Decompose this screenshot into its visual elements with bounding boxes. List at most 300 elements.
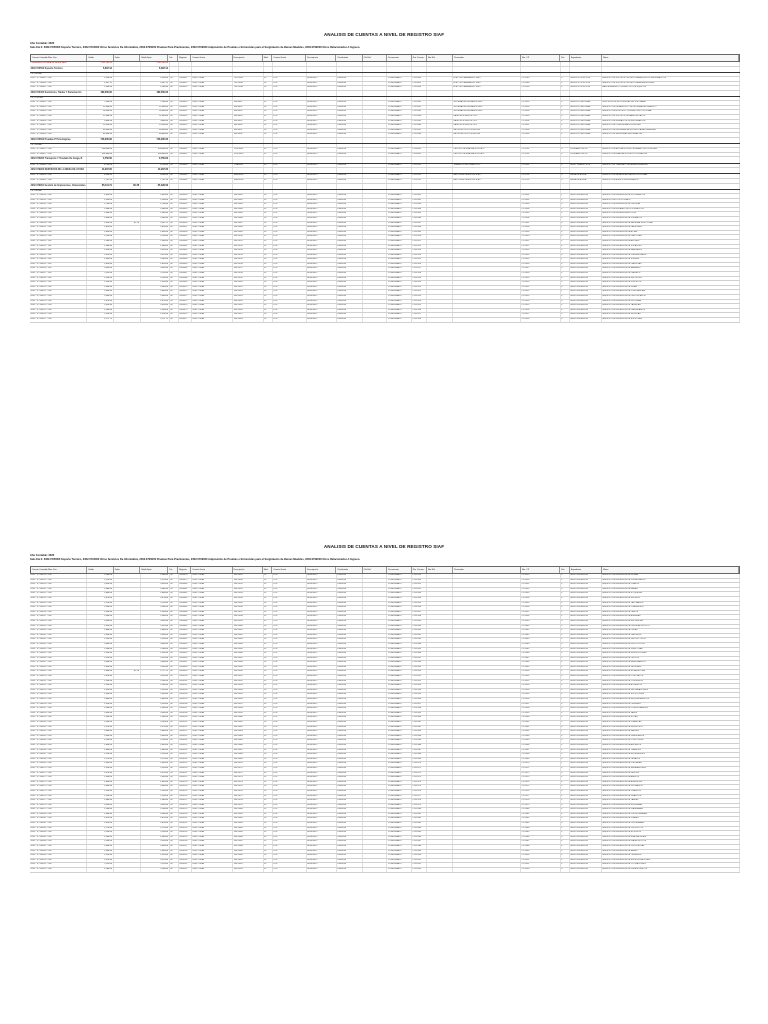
- table-cell: ELECTORAL: [192, 217, 233, 221]
- table-cell: 14000036: [337, 309, 363, 313]
- table-cell: [337, 157, 363, 162]
- table-cell: V: [561, 822, 570, 826]
- table-cell: 0001 - 0 - 000058 - 166: [30, 129, 87, 133]
- table-cell: [273, 144, 307, 147]
- table-cell: 2,350.00: [87, 666, 114, 670]
- table-cell: 2,420.00: [87, 822, 114, 826]
- table-cell: ELECTORAL: [192, 744, 233, 748]
- table-cell: LOS: [273, 785, 307, 789]
- table-cell: LOS: [273, 258, 307, 262]
- table-cell: 02: [264, 845, 273, 849]
- table-cell: CONFIRMADO: [387, 300, 411, 304]
- column-header: Proveedor: [453, 567, 521, 573]
- table-cell: CONFIRMADO: [387, 817, 411, 821]
- table-cell: IMP-0033: [233, 592, 263, 596]
- table-cell: 14000036: [337, 863, 363, 867]
- table-cell: SEGUNDO: [307, 77, 337, 81]
- table-cell: 2,140.00: [141, 680, 170, 684]
- table-cell: [114, 836, 141, 840]
- table-cell: [179, 91, 192, 96]
- table-cell: ELECTRO MANSAURO S.A.C.: [453, 82, 521, 86]
- table-cell: SERV. IMPRESION: [570, 272, 602, 276]
- table-cell: LOS: [273, 868, 307, 872]
- table-cell: [170, 62, 179, 66]
- table-cell: [427, 86, 453, 90]
- table-cell: IMP-0069: [233, 758, 263, 762]
- table-cell: 0001 - 0 - 000090 - 166: [30, 174, 87, 178]
- table-cell: [337, 190, 363, 193]
- table-cell: 02: [264, 827, 273, 831]
- table-cell: CP-1847: [521, 657, 561, 661]
- table-cell: [427, 153, 453, 157]
- table-cell: [114, 286, 141, 290]
- table-cell: 14000036: [337, 263, 363, 267]
- table-cell: C1-02352: [412, 680, 427, 684]
- table-cell: 14000036: [337, 657, 363, 661]
- table-cell: [114, 606, 141, 610]
- table-cell: IMP-0065: [233, 739, 263, 743]
- table-cell: 14000036: [337, 148, 363, 152]
- table-cell: CONFIRMADO: [387, 249, 411, 253]
- table-cell: ELECTORAL: [192, 670, 233, 674]
- table-cell: 02: [264, 313, 273, 317]
- table-cell: [427, 785, 453, 789]
- table-cell: V: [561, 680, 570, 684]
- table-cell: SERV. IMPRESION: [570, 693, 602, 697]
- table-cell: 1,960.00: [141, 245, 170, 249]
- table-cell: [114, 831, 141, 835]
- table-cell: 30,500.00: [87, 129, 114, 133]
- table-cell: ELECTORAL: [192, 703, 233, 707]
- table-cell: ELECTORAL: [192, 666, 233, 670]
- table-cell: SERVICIO DE DESARROLLO DE SISTEMA INFORMATICO: [602, 106, 740, 110]
- table-cell: [363, 138, 387, 143]
- table-cell: 00: [170, 772, 179, 776]
- table-cell: [570, 144, 602, 147]
- table-cell: C1-02302: [412, 199, 427, 203]
- table-cell: 14000036: [337, 583, 363, 587]
- table-cell: 14000036: [337, 272, 363, 276]
- table-cell: SERV. IMPRESION: [570, 749, 602, 753]
- table-cell: [427, 91, 453, 96]
- table-cell: 716,000.00: [141, 138, 170, 143]
- table-cell: SEGUNDO: [307, 153, 337, 157]
- table-cell: 1,850.00: [87, 194, 114, 198]
- table-cell: 02: [264, 579, 273, 583]
- table-cell: CONFIRMADO: [387, 606, 411, 610]
- table-cell: CP-1818: [521, 272, 561, 276]
- table-cell: [114, 859, 141, 863]
- table-cell: 0000137: [179, 845, 192, 849]
- table-cell: CP-1869: [521, 758, 561, 762]
- table-cell: 0001 - 0 - 000151 - 166: [30, 680, 87, 684]
- table-cell: C1-02362: [412, 726, 427, 730]
- table-cell: SERVICIO DE IMPRESION DE CERTIFICADOS: [602, 295, 740, 299]
- table-cell: [427, 776, 453, 780]
- table-cell: 1,890.00: [141, 231, 170, 235]
- table-cell: 14000036: [337, 666, 363, 670]
- table-cell: [453, 813, 521, 817]
- table-cell: CP-1831: [521, 583, 561, 587]
- table-cell: 2,070.00: [87, 772, 114, 776]
- table-cell: ELECTORAL: [192, 721, 233, 725]
- table-cell: 1,860.00: [87, 670, 114, 674]
- table-cell: [427, 859, 453, 863]
- table-cell: SERVICIO DE IMPRESION DE CARNETS: [602, 272, 740, 276]
- table-cell: SERVICIO DE IMPRESION DE PROTOCOLOS: [602, 643, 740, 647]
- table-cell: [453, 67, 521, 72]
- table-cell: SERVICIO DE IMPRESION DE DIPLOMAS: [602, 300, 740, 304]
- table-cell: IMP-0092: [233, 863, 263, 867]
- table-cell: 0001 - 0 - 000115 - 166: [30, 263, 87, 267]
- table-cell: TEC-0001: [233, 77, 263, 81]
- column-header: Ctb Ref.: [363, 567, 388, 573]
- table-cell: 0000075: [179, 309, 192, 313]
- table-cell: CP-1893: [521, 868, 561, 872]
- table-cell: [427, 813, 453, 817]
- table-cell: 2,100.00: [87, 199, 114, 203]
- table-cell: LOS: [273, 707, 307, 711]
- table-cell: 02: [264, 120, 273, 124]
- table-cell: 14000036: [337, 217, 363, 221]
- table-cell: CONFIRMADO: [387, 574, 411, 578]
- table-cell: SERVICIO DE IMPRESION DE FICHAS: [602, 574, 740, 578]
- table-cell: [363, 634, 387, 638]
- table-cell: 02: [264, 625, 273, 629]
- table-cell: ELECTORAL: [192, 730, 233, 734]
- table-cell: SERV. IMPRESION: [570, 629, 602, 633]
- table-cell: IMP-0005: [233, 212, 263, 216]
- table-cell: [114, 115, 141, 119]
- table-cell: IMP-0053: [233, 684, 263, 688]
- table-cell: 0001 - 0 - 000053 - 166: [30, 106, 87, 110]
- table-cell: IMP-0030: [233, 579, 263, 583]
- table-cell: [179, 97, 192, 100]
- table-cell: ELECTORAL: [192, 129, 233, 133]
- table-cell: LOS: [273, 643, 307, 647]
- table-cell: LOS: [273, 148, 307, 152]
- table-cell: [363, 868, 387, 872]
- table-cell: [170, 157, 179, 162]
- table-cell: [570, 168, 602, 173]
- table-cell: V: [561, 212, 570, 216]
- table-cell: [453, 611, 521, 615]
- table-cell: V: [561, 863, 570, 867]
- table-cell: 00: [170, 716, 179, 720]
- table-cell: 2,440.00: [87, 217, 114, 221]
- table-cell: [453, 693, 521, 697]
- table-cell: IMP-0004: [233, 208, 263, 212]
- table-cell: CONFIRMADO: [387, 684, 411, 688]
- table-cell: SERV. IMPRESION: [570, 680, 602, 684]
- table-cell: 2,060.00: [87, 661, 114, 665]
- table-cell: [427, 592, 453, 596]
- table-cell: INF-0006: [233, 124, 263, 128]
- table-cell: 14000036: [337, 226, 363, 230]
- table-cell: [427, 868, 453, 872]
- table-cell: IMP-0056: [233, 698, 263, 702]
- table-cell: 14000036: [337, 629, 363, 633]
- table-cell: [453, 272, 521, 276]
- table-cell: MES-0001: [233, 174, 263, 178]
- table-cell: 14000036: [337, 739, 363, 743]
- table-cell: 2,470.00: [141, 597, 170, 601]
- table-cell: LOS: [273, 174, 307, 178]
- table-cell: SERVICIO SOPORTE: [570, 86, 602, 90]
- table-cell: [363, 804, 387, 808]
- table-cell: SERVICIO DE IMPRESION DE SEPARADORES: [602, 767, 740, 771]
- table-cell: [141, 97, 170, 100]
- table-cell: LOS: [273, 318, 307, 322]
- table-cell: 2,271.71: [87, 318, 114, 322]
- column-header: Descripción: [233, 55, 263, 61]
- table-cell: SERV. IMPRESION: [570, 776, 602, 780]
- table-cell: 0001 - 0 - 000125 - 166: [30, 309, 87, 313]
- table-cell: 00: [170, 726, 179, 730]
- table-cell: [427, 249, 453, 253]
- table-cell: 0000134: [179, 831, 192, 835]
- table-cell: HELP DESK SERVICES S.A.C.: [453, 179, 521, 183]
- table-cell: 2,340.00: [87, 258, 114, 262]
- table-cell: CONFIRMADO: [387, 277, 411, 281]
- table-cell: 02: [264, 716, 273, 720]
- table-cell: LOS: [273, 831, 307, 835]
- table-cell: [427, 693, 453, 697]
- table-cell: SERV. IMPRESION: [570, 739, 602, 743]
- table-cell: SERV. IMPRESION: [570, 859, 602, 863]
- table-cell: CONFIRMADO: [387, 174, 411, 178]
- table-cell: ELECTORAL: [192, 583, 233, 587]
- table-cell: [114, 91, 141, 96]
- table-cell: LOS: [273, 245, 307, 249]
- table-cell: SERV. IMPRESION: [570, 295, 602, 299]
- table-cell: ELECTORAL: [192, 249, 233, 253]
- table-cell: 0000024: [179, 120, 192, 124]
- table-cell: ELECTORAL: [192, 579, 233, 583]
- table-cell: C1-02349: [412, 666, 427, 670]
- table-cell: SISTEMAS INTEGRALES S.A.C.: [453, 110, 521, 114]
- table-cell: 02: [264, 86, 273, 90]
- table-cell: [114, 776, 141, 780]
- table-cell: SERV. IMPRESION: [570, 620, 602, 624]
- table-cell: 0001 - 0 - 000110 - 166: [30, 240, 87, 244]
- table-cell: 2,420.00: [87, 304, 114, 308]
- table-cell: 02: [264, 836, 273, 840]
- table-cell: [114, 258, 141, 262]
- table-cell: C1-02380: [412, 808, 427, 812]
- table-cell: [363, 620, 387, 624]
- table-cell: [427, 254, 453, 258]
- table-cell: SERVICIO DE IMPRESION DE CONSTANCIAS: [602, 290, 740, 294]
- table-cell: 14000036: [337, 730, 363, 734]
- table-cell: [363, 153, 387, 157]
- table-cell: ELECTORAL: [192, 120, 233, 124]
- table-cell: [363, 767, 387, 771]
- table-cell: SERV. IMPRESION: [570, 716, 602, 720]
- table-cell: [427, 199, 453, 203]
- table-cell: [114, 689, 141, 693]
- table-cell: SERV. IMPRESION: [570, 281, 602, 285]
- table-cell: [114, 666, 141, 670]
- table-cell: 00: [170, 795, 179, 799]
- table-cell: [570, 190, 602, 193]
- table-cell: SEGUNDO: [307, 318, 337, 322]
- table-cell: 2,440.00: [87, 749, 114, 753]
- table-cell: [363, 661, 387, 665]
- table-cell: V: [561, 286, 570, 290]
- table-cell: [453, 574, 521, 578]
- column-header: Debe: [114, 55, 140, 61]
- table-cell: [427, 767, 453, 771]
- table-cell: CP-1871: [521, 767, 561, 771]
- ledger-table: [30, 566, 740, 873]
- table-cell: [114, 67, 141, 72]
- table-cell: [114, 148, 141, 152]
- table-cell: CP-1832: [521, 588, 561, 592]
- table-cell: IMP-0080: [233, 808, 263, 812]
- table-cell: ELECTORAL: [192, 164, 233, 168]
- table-cell: 02: [264, 776, 273, 780]
- table-cell: [521, 184, 561, 189]
- table-cell: 14000036: [337, 615, 363, 619]
- table-cell: [412, 190, 427, 193]
- table-cell: 02: [264, 583, 273, 587]
- table-cell: [602, 91, 740, 96]
- table-cell: SERV. IMPRESION: [570, 753, 602, 757]
- table-cell: 2,060.00: [141, 661, 170, 665]
- table-cell: 02: [264, 854, 273, 858]
- table-cell: [363, 133, 387, 137]
- table-cell: [307, 62, 337, 66]
- table-cell: 0001 - 0 - 000181 - 166: [30, 817, 87, 821]
- table-cell: 82.78: [114, 222, 141, 226]
- table-cell: [453, 226, 521, 230]
- table-cell: 02: [264, 634, 273, 638]
- table-cell: CP-1866: [521, 744, 561, 748]
- table-cell: CONFIRMADO: [387, 194, 411, 198]
- table-cell: [427, 286, 453, 290]
- table-cell: 0000051: [179, 199, 192, 203]
- table-cell: 2,070.00: [87, 254, 114, 258]
- table-cell: ELECTORAL: [192, 286, 233, 290]
- table-cell: 02: [264, 758, 273, 762]
- table-cell: 02: [264, 753, 273, 757]
- table-cell: CP-1601: [521, 164, 561, 168]
- table-cell: SERVICIO DE ESCANEO DE DOCUMENTOS: [602, 208, 740, 212]
- table-cell: SEGUNDO: [307, 115, 337, 119]
- table-cell: SERV. IMPRESION: [570, 813, 602, 817]
- table-cell: 14000036: [337, 680, 363, 684]
- table-cell: SERVICIO DE IMPRESION DE DIAGNOSTICOS: [602, 840, 740, 844]
- table-cell: [561, 73, 570, 76]
- table-cell: MANTENIMIENTO CORRECTIVO DE EQUIPOS: [602, 86, 740, 90]
- table-cell: [114, 110, 141, 114]
- table-cell: 14000036: [337, 850, 363, 854]
- table-cell: [427, 749, 453, 753]
- table-cell: 0000117: [179, 753, 192, 757]
- table-cell: [363, 712, 387, 716]
- table-cell: [87, 190, 114, 193]
- table-cell: 9,800.00: [141, 120, 170, 124]
- table-cell: V: [561, 86, 570, 90]
- table-cell: INF-0005: [233, 120, 263, 124]
- table-cell: 2,070.00: [141, 772, 170, 776]
- table-cell: CP-1857: [521, 703, 561, 707]
- table-cell: 02: [264, 106, 273, 110]
- table-cell: [114, 785, 141, 789]
- table-cell: C1-02339: [412, 620, 427, 624]
- table-cell: ELECTORAL: [192, 772, 233, 776]
- table-cell: 14000036: [337, 199, 363, 203]
- table-cell: SERVICIO DE IMPRESION A COLOR: [602, 212, 740, 216]
- table-cell: [307, 138, 337, 143]
- table-cell: DATA TECH PERU E.I.R.L.: [453, 120, 521, 124]
- table-cell: 2,330.00: [87, 776, 114, 780]
- table-cell: ELECTORAL: [192, 785, 233, 789]
- table-cell: [453, 157, 521, 162]
- table-cell: [427, 854, 453, 858]
- table-cell: 0000092: [179, 638, 192, 642]
- table-cell: [363, 643, 387, 647]
- table-cell: LOS: [273, 859, 307, 863]
- table-cell: 00: [170, 804, 179, 808]
- table-cell: [602, 138, 740, 143]
- table-cell: [453, 827, 521, 831]
- table-cell: 00: [170, 300, 179, 304]
- table-cell: [427, 583, 453, 587]
- table-cell: [427, 625, 453, 629]
- table-cell: 2,300.00: [141, 295, 170, 299]
- table-cell: LOS: [273, 592, 307, 596]
- table-cell: 00: [170, 817, 179, 821]
- table-cell: [453, 799, 521, 803]
- table-cell: 00: [170, 179, 179, 183]
- table-cell: SERVICIO DE MESA DE AYUDA INSTITUCIONAL: [602, 174, 740, 178]
- table-cell: 2,450.00: [141, 712, 170, 716]
- table-cell: V: [561, 684, 570, 688]
- table-cell: ELECTORAL: [192, 235, 233, 239]
- table-cell: 00: [170, 124, 179, 128]
- table-cell: [114, 194, 141, 198]
- table-cell: LOS: [273, 226, 307, 230]
- table-cell: [427, 730, 453, 734]
- table-cell: C1-02350: [412, 670, 427, 674]
- table-cell: LOS: [273, 657, 307, 661]
- table-cell: 0001 - 0 - 000155 - 166: [30, 698, 87, 702]
- table-cell: 02: [264, 735, 273, 739]
- table-cell: SERV. IMPRESION: [570, 712, 602, 716]
- table-cell: [363, 203, 387, 207]
- table-cell: 14000036: [337, 634, 363, 638]
- table-cell: IMP-0008: [233, 226, 263, 230]
- table-cell: [363, 124, 387, 128]
- table-cell: [114, 652, 141, 656]
- table-cell: SEGUNDO: [307, 254, 337, 258]
- table-cell: SEGUNDO: [307, 817, 337, 821]
- table-cell: 00: [170, 318, 179, 322]
- table-cell: 0001 - 0 - 000189 - 166: [30, 854, 87, 858]
- table-cell: LOS: [273, 804, 307, 808]
- table-cell: [363, 97, 387, 100]
- table-cell: LOS: [273, 77, 307, 81]
- table-cell: 02: [264, 199, 273, 203]
- table-cell: [602, 97, 740, 100]
- table-cell: CP-1404: [521, 110, 561, 114]
- table-cell: 0000125: [179, 790, 192, 794]
- table-cell: CP-1853: [521, 684, 561, 688]
- table-cell: 00: [170, 597, 179, 601]
- table-cell: PRUEBAS PSICOL.: [570, 148, 602, 152]
